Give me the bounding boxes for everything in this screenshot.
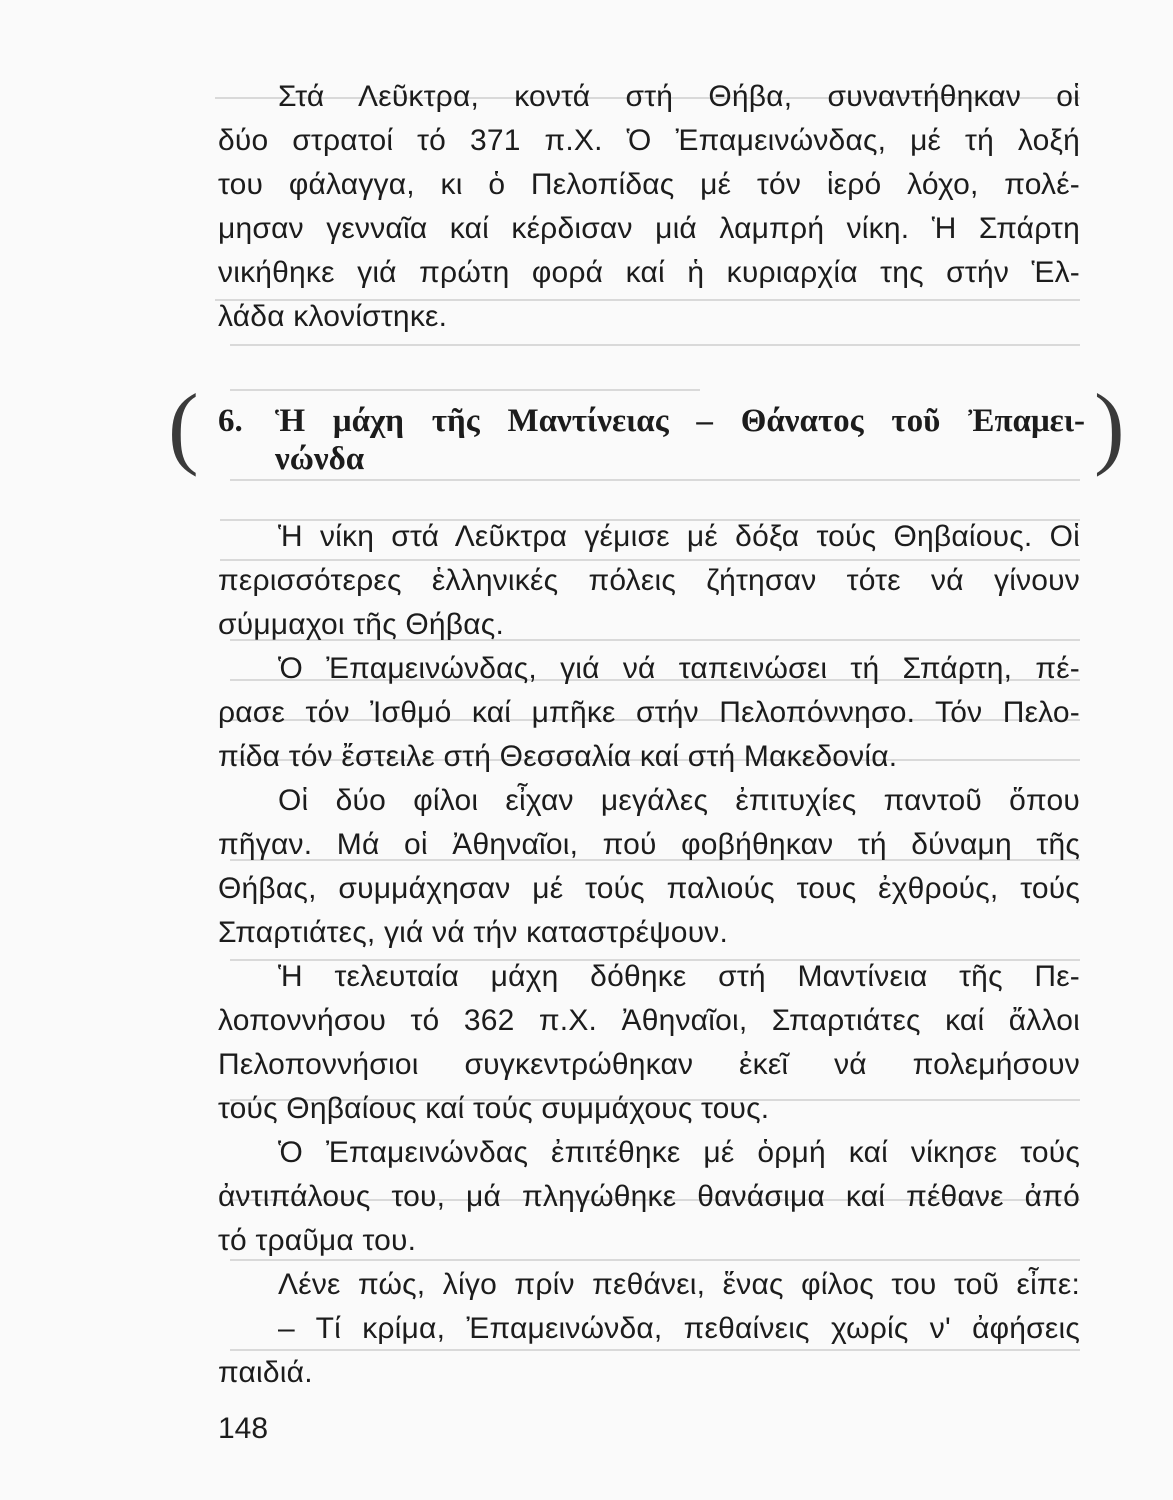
intro-line-3: του φάλαγγα, κι ὁ Πελοπίδας μέ τόν ἱερό λόχο, πολέ- [218, 168, 1080, 201]
body-p5-line-1: Ὁ Ἐπαμεινώνδας ἐπιτέθηκε μέ ὁρμή καί νίκησε τούς [278, 1136, 1080, 1169]
body-p6-line-1: Λένε πώς, λίγο πρίν πεθάνει, ἕνας φίλος του τοῦ εἶπε: [278, 1268, 1080, 1301]
body-p1-line-3: σύμμαχοι τῆς Θήβας. [218, 608, 505, 641]
section-title-line-1: Ἡ μάχη τῆς Μαντίνειας – Θάνατος τοῦ Ἐπαμει- [275, 403, 1085, 439]
intro-line-6: λάδα κλονίστηκε. [218, 300, 448, 333]
body-p2-line-1: Ὁ Ἐπαμεινώνδας, γιά νά ταπεινώσει τή Σπάρτη, πέ- [278, 652, 1080, 685]
section-number: 6. [218, 403, 243, 439]
left-bracket-mark: ( [168, 375, 199, 477]
intro-line-5: νικήθηκε γιά πρώτη φορά καί ἡ κυριαρχία της στήν Ἑλ- [218, 256, 1080, 289]
body-p6-line-3: παιδιά. [218, 1356, 313, 1389]
body-p3-line-1: Οἱ δύο φίλοι εἶχαν μεγάλες ἐπιτυχίες παντοῦ ὅπου [278, 784, 1080, 817]
section-title-line-2: νώνδα [275, 441, 365, 477]
body-p5-line-3: τό τραῦμα του. [218, 1224, 417, 1257]
body-p3-line-4: Σπαρτιάτες, γιά νά τήν καταστρέψουν. [218, 916, 729, 949]
body-p6-line-2: – Τί κρίμα, Ἐπαμεινώνδα, πεθαίνεις χωρίς ν' ἀφήσεις [278, 1312, 1080, 1345]
body-p1-line-1: Ἡ νίκη στά Λεῦκτρα γέμισε μέ δόξα τούς Θηβαίους. Οἱ [278, 520, 1080, 553]
body-p4-line-2: λοποννήσου τό 362 π.Χ. Ἀθηναῖοι, Σπαρτιάτες καί ἄλλοι [218, 1004, 1080, 1037]
body-p5-line-2: ἀντιπάλους του, μά πληγώθηκε θανάσιμα καί πέθανε ἀπό [218, 1180, 1080, 1213]
body-p1-line-2: περισσότερες ἑλληνικές πόλεις ζήτησαν τότε νά γίνουν [218, 564, 1080, 597]
body-p2-line-3: πίδα τόν ἔστειλε στή Θεσσαλία καί στή Μακεδονία. [218, 740, 898, 773]
body-p2-line-2: ρασε τόν Ἰσθμό καί μπῆκε στήν Πελοπόννησο. Τόν Πελο- [218, 696, 1080, 729]
body-p3-line-3: Θήβας, συμμάχησαν μέ τούς παλιούς τους ἐχθρούς, τούς [218, 872, 1080, 905]
body-p3-line-2: πῆγαν. Μά οἱ Ἀθηναῖοι, πού φοβήθηκαν τή δύναμη τῆς [218, 828, 1080, 861]
right-bracket-mark: ) [1094, 375, 1125, 477]
body-p4-line-4: τούς Θηβαίους καί τούς συμμάχους τους. [218, 1092, 770, 1125]
page-number: 148 [218, 1412, 269, 1445]
intro-line-1: Στά Λεῦκτρα, κοντά στή Θήβα, συναντήθηκαν οἱ [278, 80, 1080, 113]
intro-line-4: μησαν γενναῖα καί κέρδισαν μιά λαμπρή νίκη. Ἡ Σπάρτη [218, 212, 1080, 245]
body-p4-line-3: Πελοποννήσιοι συγκεντρώθηκαν ἐκεῖ νά πολεμήσουν [218, 1048, 1080, 1081]
body-p4-line-1: Ἡ τελευταία μάχη δόθηκε στή Μαντίνεια τῆς Πε- [278, 960, 1080, 993]
intro-line-2: δύο στρατοί τό 371 π.Χ. Ὁ Ἐπαμεινώνδας, μέ τή λοξή [218, 124, 1080, 157]
